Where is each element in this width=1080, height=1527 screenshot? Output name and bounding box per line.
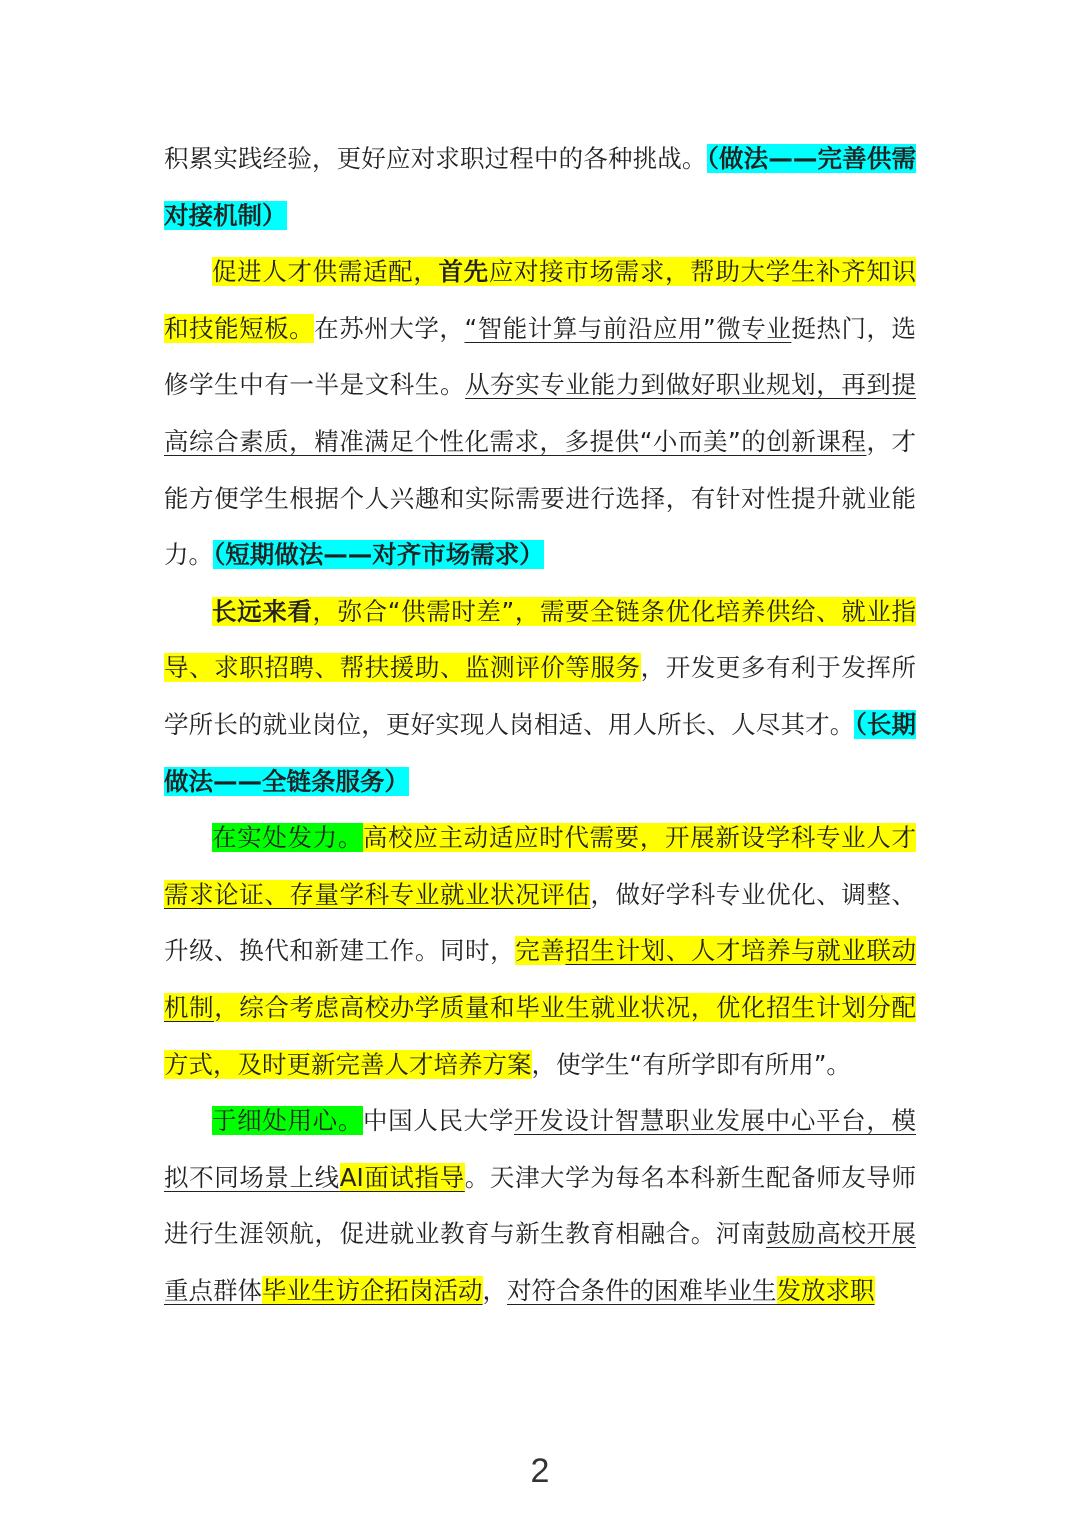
page-number: 2	[530, 1452, 550, 1490]
para4-highlight-underline-2: 招生计划、人才培养与就业联动机制	[164, 936, 917, 1022]
para4-text-1: ，做好学科专业优化、调整、升级、换代和新建工作。同时，	[164, 879, 917, 966]
paragraph-5	[164, 1093, 916, 1319]
para5-green-lead: 于细处用心。	[212, 1106, 363, 1136]
para3-text-1: ，开发更多有利于发挥所学所长的就业岗位，更好实现人岗相适、用人所长、人尽其才。	[164, 653, 917, 739]
para2-bold-first: 首先	[438, 257, 489, 287]
para2-text-2: 挺热门，选修学生中有一半是文科生。	[164, 313, 917, 400]
approach-note-short-term: （短期做法——对齐市场需求）	[213, 540, 544, 570]
para2-text-1: 在苏州大学，	[314, 313, 465, 343]
para5-underline-3: 对符合条件的困难毕业生	[507, 1275, 777, 1305]
para1-text: 积累实践经验，更好应对求职过程中的各种挑战。	[164, 144, 707, 173]
approach-note-supply-demand: （做法——完善供需对接机制）	[164, 144, 917, 230]
paragraph-2	[164, 244, 916, 584]
paragraph-1	[164, 131, 916, 244]
para4-highlight-underline-1: 需求论证、存量学科专业就业状况评估	[164, 879, 591, 909]
para4-text-2: ，使学生“有所学即有所用”。	[531, 1049, 851, 1079]
para2-highlight-start: 促进人才供需适配，	[212, 257, 439, 287]
para5-text-2: 。天津大学为每名本科新生配备师友导师进行生涯领航，促进就业教育与新生教育相融合。河南	[164, 1162, 917, 1249]
paragraph-4	[164, 810, 916, 1093]
para5-highlight-underline-3: 发放求职	[776, 1275, 875, 1305]
para4-highlight-3: ，综合考虑高校办学质量和毕业生就业状况，优化招生计划分配方式，及时更新完善人才培养方案	[164, 992, 917, 1079]
para5-highlight-underline-2: 毕业生访企拓岗活动	[262, 1275, 483, 1305]
para2-underline-2: 从夯实专业能力到做好职业规划，再到提高综合素质，精准满足个性化需求，多提供“小而美”的创新课程	[164, 370, 917, 456]
para4-highlight-2: 完善	[515, 936, 566, 966]
para3-highlight-rest: ，弥合“供需时差”，需要全链条优化培养供给、就业指导、求职招聘、帮扶援助、监测评价等服务	[164, 596, 917, 683]
para4-highlight-1: 高校应主动适应时代需要，开展新设学科专业人才	[363, 823, 916, 853]
para5-highlight-underline-1: AI面试指导	[339, 1162, 465, 1192]
para2-text-3: ，才能方便学生根据个人兴趣和实际需要进行选择，有针对性提升就业能力。	[164, 426, 917, 570]
paragraph-3	[164, 584, 916, 810]
para4-green-lead: 在实处发力。	[212, 823, 363, 853]
para5-text-3: ，	[482, 1275, 507, 1305]
para2-underline-1: “智能计算与前沿应用”微专业	[464, 313, 792, 343]
para5-underline-1: 开发设计智慧职业发展中心平台，模拟不同场景上线	[164, 1106, 916, 1192]
para5-underline-2: 鼓励高校开展重点群体	[164, 1219, 917, 1305]
para3-bold-lead: 长远来看	[212, 596, 313, 626]
para5-text-1: 中国人民大学	[363, 1106, 514, 1136]
approach-note-long-term: （长期做法——全链条服务）	[164, 709, 917, 796]
para2-highlight-rest: 应对接市场需求，帮助大学生补齐知识和技能短板。	[164, 257, 917, 343]
document-body	[164, 131, 916, 1319]
